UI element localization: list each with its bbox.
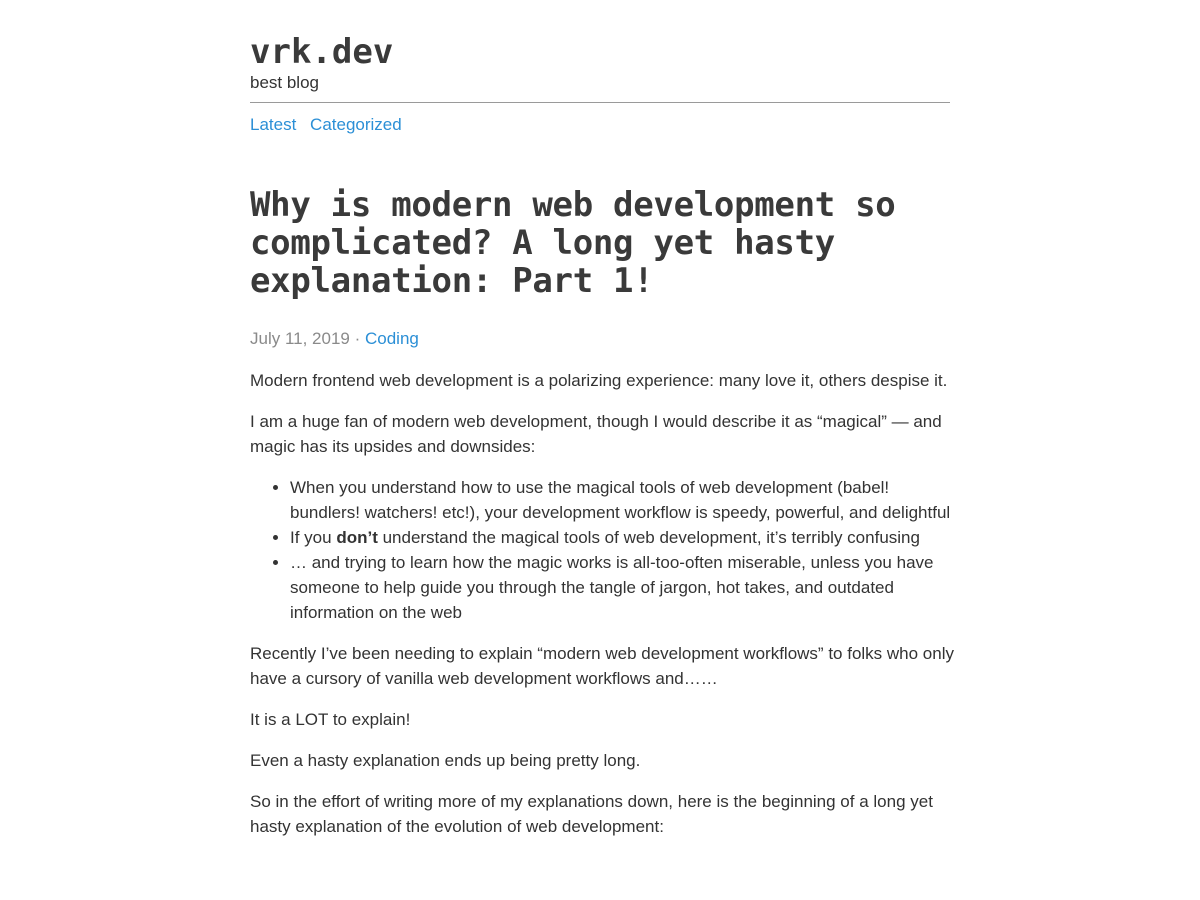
list-item-text: When you understand how to use the magical tools of web development (babel! bundlers! watchers! etc!), your development workflow is speedy, powerful, and delightful <box>290 478 951 522</box>
post-category-link[interactable]: Coding <box>364 329 419 348</box>
list-item <box>290 550 955 625</box>
paragraph: It is a LOT to explain! <box>250 710 411 729</box>
paragraph: Recently I’ve been needing to explain “modern web development workflows” to folks who only have a cursory of vanilla web development workflows and…… <box>250 644 954 688</box>
post-content <box>250 368 955 855</box>
paragraph: So in the effort of writing more of my explanations down, here is the beginning of a long yet hasty explanation of the evolution of web development: <box>250 792 933 836</box>
main-nav <box>250 114 411 136</box>
paragraph: Even a hasty explanation ends up being pretty long. <box>250 751 641 770</box>
paragraph: Modern frontend web development is a polarizing experience: many love it, others despise it. <box>250 371 948 390</box>
post-meta <box>250 328 419 350</box>
bullet-list <box>250 475 955 625</box>
list-item-text: … and trying to learn how the magic works is all-too-often miserable, unless you have someone to help guide you through the tangle of jargon, hot takes, and outdated information on the web <box>290 553 934 622</box>
list-item-text: If you <box>290 528 337 547</box>
nav-link-latest[interactable]: Latest <box>250 115 297 134</box>
post-title: Why is modern web development so complicated? A long yet hasty explanation: Part 1! <box>250 185 896 301</box>
meta-separator: · <box>349 329 365 348</box>
nav-link-categorized[interactable]: Categorized <box>310 115 402 134</box>
site-title[interactable]: vrk.dev <box>250 32 394 72</box>
list-item <box>290 475 955 525</box>
list-item <box>290 525 955 550</box>
post-date: July 11, 2019 <box>250 329 350 348</box>
emphasis-text: don’t <box>336 528 378 547</box>
header-divider <box>250 102 950 103</box>
list-item-text: understand the magical tools of web development, it’s terribly confusing <box>377 528 920 547</box>
site-subtitle: best blog <box>250 73 319 92</box>
paragraph: I am a huge fan of modern web development, though I would describe it as “magical” — and magic has its upsides and downsides: <box>250 412 942 456</box>
